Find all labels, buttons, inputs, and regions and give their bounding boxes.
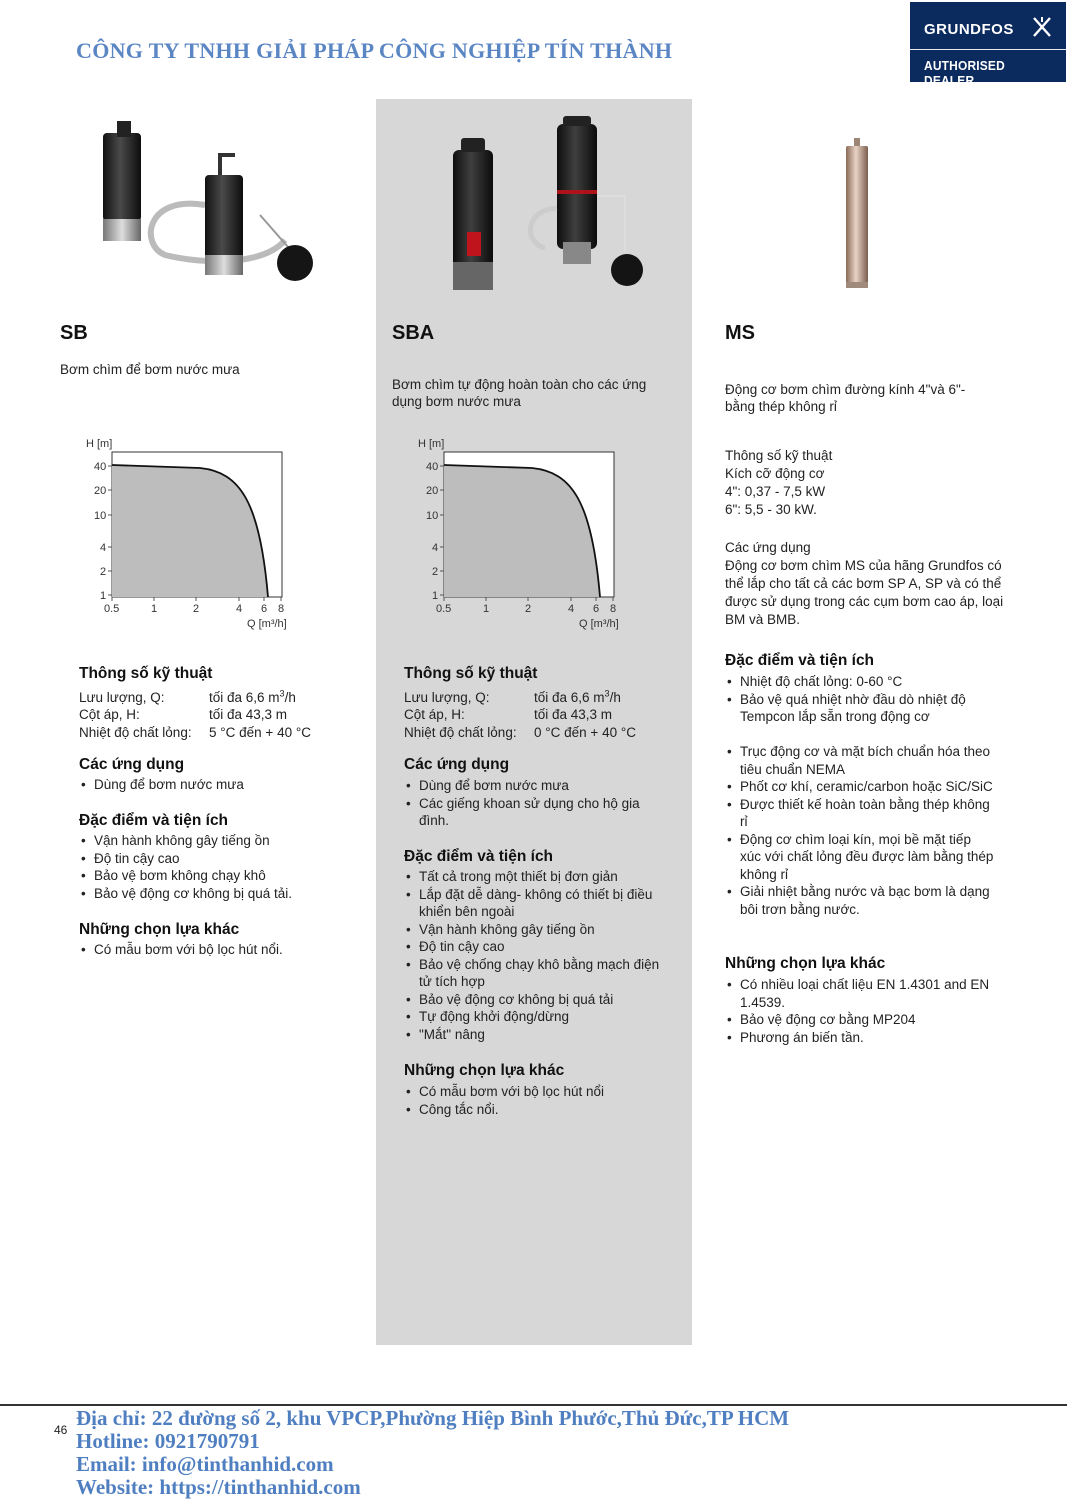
sb-options	[79, 941, 319, 959]
sba-title: SBA	[392, 322, 435, 344]
sba-chart-ylabel: H [m]	[418, 438, 445, 450]
list-item: • Vận hành không gây tiếng ồn	[79, 832, 319, 850]
sba-ytick: 20	[426, 485, 439, 497]
ms-description: Động cơ bơm chìm đường kính 4"và 6"- bằng thép không rỉ	[725, 382, 966, 414]
ms-motor-image	[840, 136, 876, 292]
sb-ytick: 10	[94, 510, 107, 522]
sb-ytick: 40	[94, 461, 107, 473]
list-item: • Có nhiều loại chất liệu EN 1.4301 and EN 1.4539.	[725, 976, 1010, 1011]
sba-xtick: 0.5	[436, 603, 452, 615]
ms-spec-line: Kích cỡ động cơ	[725, 466, 825, 481]
ms-specs-block	[725, 447, 1010, 519]
sba-options-heading: Những chọn lựa khác	[404, 1062, 565, 1079]
list-item: • Độ tin cậy cao	[404, 938, 669, 956]
sba-features	[404, 868, 669, 1043]
sb-features	[79, 832, 319, 902]
ms-spec-line: 6": 5,5 - 30 kW.	[725, 502, 817, 517]
list-item: • Công tắc nổi.	[404, 1101, 669, 1119]
grundfos-dealer-logo	[910, 2, 1066, 88]
list-item: • "Mắt" nâng	[404, 1026, 669, 1044]
ms-spec-line: 4": 0,37 - 7,5 kW	[725, 484, 826, 499]
list-item: • Bảo vệ động cơ không bị quá tải	[404, 991, 669, 1009]
spec-value: 0 °C đến + 40 °C	[534, 724, 636, 740]
sb-specs	[79, 685, 311, 741]
sb-ytick: 20	[94, 485, 107, 497]
list-item: • Vận hành không gây tiếng ồn	[404, 921, 669, 939]
spec-value: tối đa 6,6 $m^3/h$	[209, 688, 296, 705]
sb-xtick: 8	[278, 603, 285, 615]
footer-address: Địa chỉ: 22 đường số 2, khu VPCP,Phường Hiệp Bình Phước,Thủ Đức,TP HCM	[76, 1406, 790, 1430]
footer-contact	[76, 1407, 789, 1499]
sb-xtick: 2	[193, 603, 200, 615]
company-name: CÔNG TY TNHH GIẢI PHÁP CÔNG NGHIỆP TÍN THÀNH	[76, 38, 673, 63]
list-item: • Tất cả trong một thiết bị đơn giản	[404, 868, 669, 886]
spec-row	[404, 724, 636, 742]
sb-title: SB	[60, 322, 88, 344]
brand-divider	[910, 49, 1066, 50]
sba-specs-heading: Thông số kỹ thuật	[404, 665, 538, 682]
spec-label: Cột áp, H:	[79, 707, 140, 722]
sba-ytick: 4	[432, 542, 439, 554]
sb-xtick: 6	[261, 603, 268, 615]
footer-email[interactable]: Email: info@tinthanhid.com	[76, 1452, 334, 1476]
spec-row	[79, 724, 311, 742]
ms-features-a	[725, 673, 995, 726]
sba-chart-xlabel: Q [m³/h]	[579, 618, 619, 630]
sba-xtick: 1	[483, 603, 490, 615]
ms-specs-heading: Thông số kỹ thuật	[725, 448, 833, 463]
sba-xtick: 4	[568, 603, 575, 615]
ms-options-heading: Những chọn lựa khác	[725, 955, 886, 972]
grundfos-x-icon	[1032, 16, 1052, 38]
sba-options	[404, 1083, 669, 1118]
list-item: • Dùng để bơm nước mưa	[404, 777, 669, 795]
list-item: • Bảo vệ chống chạy khô bằng mạch điện tử tích hợp	[404, 956, 669, 991]
sb-ytick: 1	[100, 590, 107, 602]
list-item: • Lắp đặt dễ dàng- không có thiết bị điều khiển bên ngoài	[404, 886, 669, 921]
sb-applications-heading: Các ứng dụng	[79, 756, 185, 773]
list-item: • Bảo vệ quá nhiệt nhờ đầu dò nhiệt độ Tempcon lắp sẵn trong động cơ	[725, 691, 995, 726]
sba-pump-image	[445, 112, 655, 297]
sba-xtick: 8	[610, 603, 617, 615]
list-item: • Dùng để bơm nước mưa	[79, 776, 319, 794]
sb-applications	[79, 776, 319, 794]
sba-ytick: 1	[432, 590, 439, 602]
footer-website[interactable]: Website: https://tinthanhid.com	[76, 1475, 361, 1499]
sba-xtick: 6	[593, 603, 600, 615]
sb-xtick: 1	[151, 603, 158, 615]
sb-description: Bơm chìm để bơm nước mưa	[60, 362, 240, 377]
brand-dealer: AUTHORISED DEALER	[924, 58, 1005, 88]
list-item: • Động cơ chìm loại kín, mọi bề mặt tiếp xúc với chất lỏng đều được làm bằng thép không rỉ	[725, 831, 995, 884]
sb-xtick: 4	[236, 603, 243, 615]
sba-applications	[404, 777, 669, 830]
ms-title: MS	[725, 322, 755, 344]
sb-ytick: 4	[100, 542, 107, 554]
sba-ytick: 40	[426, 461, 439, 473]
spec-value: 5 °C đến + 40 °C	[209, 724, 311, 740]
page-number: 46	[54, 1423, 68, 1437]
list-item: • Các giếng khoan sử dụng cho hộ gia đình.	[404, 795, 669, 830]
list-item: • Trục động cơ và mặt bích chuẩn hóa theo tiêu chuẩn NEMA	[725, 743, 995, 778]
sba-features-heading: Đặc điểm và tiện ích	[404, 848, 554, 865]
sba-xtick: 2	[525, 603, 532, 615]
sba-description: Bơm chìm tự động hoàn toàn cho các ứng dụng bơm nước mưa	[392, 377, 647, 409]
sb-pump-image	[95, 115, 335, 290]
sba-applications-heading: Các ứng dụng	[404, 756, 510, 773]
spec-row	[79, 685, 311, 706]
spec-value: tối đa 43,3 m	[209, 707, 288, 722]
spec-value: tối đa 43,3 m	[534, 707, 613, 722]
spec-label: Lưu lượng, Q:	[404, 689, 490, 705]
sb-ytick: 2	[100, 566, 107, 578]
sb-performance-chart	[80, 432, 300, 632]
list-item: • Được thiết kế hoàn toàn bằng thép không rỉ	[725, 796, 995, 831]
sb-options-heading: Những chọn lựa khác	[79, 921, 240, 938]
ms-options	[725, 976, 1010, 1046]
list-item: • Giải nhiệt bằng nước và bạc bơm là dạng bôi trơn bằng nước.	[725, 883, 995, 918]
list-item: • Nhiệt độ chất lỏng: 0-60 °C	[725, 673, 995, 691]
list-item: • Bảo vệ động cơ bằng MP204	[725, 1011, 1010, 1029]
footer-hotline: Hotline: 0921790791	[76, 1429, 260, 1453]
sba-ytick: 2	[432, 566, 439, 578]
list-item: • Bảo vệ động cơ không bị quá tải.	[79, 885, 319, 903]
ms-applications-text: Động cơ bơm chìm MS của hãng Grundfos có thể lắp cho tất cả các bơm SP A, SP và có thể được sử dụng trong các cụm bơm cao áp, loại BM và BMB.	[725, 558, 1004, 627]
list-item: • Phương án biến tần.	[725, 1029, 1010, 1047]
spec-label: Nhiệt độ chất lỏng:	[404, 724, 517, 740]
spec-row	[79, 706, 311, 724]
list-item: • Bảo vệ bơm không chạy khô	[79, 867, 319, 885]
brand-name: GRUNDFOS	[924, 21, 1014, 38]
ms-features-b	[725, 743, 995, 918]
ms-features-heading: Đặc điểm và tiện ích	[725, 652, 875, 669]
spec-row	[404, 706, 636, 724]
list-item: • Tự động khởi động/dừng	[404, 1008, 669, 1026]
ms-applications-block	[725, 539, 1005, 629]
list-item: • Có mẫu bơm với bộ lọc hút nổi.	[79, 941, 319, 959]
list-item: • Độ tin cậy cao	[79, 850, 319, 868]
sba-performance-chart	[412, 432, 632, 632]
sba-ytick: 10	[426, 510, 439, 522]
list-item: • Phốt cơ khí, ceramic/carbon hoặc SiC/SiC	[725, 778, 995, 796]
spec-value: tối đa 6,6 $m^3/h$	[534, 688, 621, 705]
sb-features-heading: Đặc điểm và tiện ích	[79, 812, 229, 829]
sb-chart-xlabel: Q [m³/h]	[247, 618, 287, 630]
sb-specs-heading: Thông số kỹ thuật	[79, 665, 213, 682]
list-item: • Có mẫu bơm với bộ lọc hút nổi	[404, 1083, 669, 1101]
sb-chart-ylabel: H [m]	[86, 438, 113, 450]
spec-label: Nhiệt độ chất lỏng:	[79, 724, 192, 740]
spec-row	[404, 685, 636, 706]
spec-label: Cột áp, H:	[404, 707, 465, 722]
ms-applications-heading: Các ứng dụng	[725, 540, 811, 555]
sb-xtick: 0.5	[104, 603, 120, 615]
spec-label: Lưu lượng, Q:	[79, 689, 165, 705]
sba-specs	[404, 685, 636, 741]
